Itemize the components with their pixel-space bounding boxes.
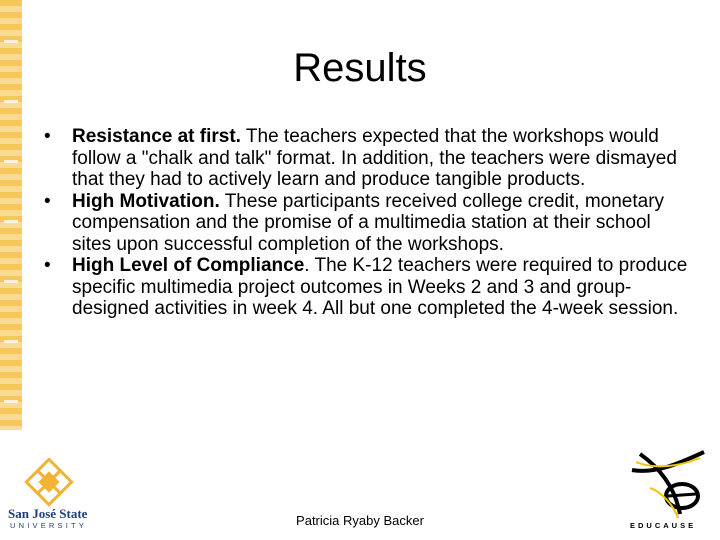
bullet-heading: Resistance at first. [72, 126, 241, 147]
bullet-dot: • [44, 190, 51, 212]
bullet-item [44, 191, 694, 256]
bullet-item [44, 126, 694, 191]
strip-mark [4, 160, 18, 163]
educause-logo-icon [620, 448, 716, 520]
bullet-item [44, 255, 694, 320]
strip-mark [4, 40, 18, 43]
bullet-dot: • [44, 126, 51, 147]
bullet-text: These participants received college credit, monetary compensation and the promise of a multimedia station at their school sites upon successful completion of the workshops. [72, 190, 665, 255]
strip-mark [4, 100, 18, 103]
sjsu-name: San José State [8, 506, 88, 521]
strip-mark [4, 400, 18, 403]
bullet-text: The teachers expected that the workshops would follow a "chalk and talk" format. In addition, the teachers were dismayed that they had to actively learn and produce tangible products. [72, 126, 677, 190]
slide-title: Results [293, 46, 427, 90]
bullet-heading: High Level of Compliance [72, 255, 305, 276]
footer-author: Patricia Ryaby Backer [296, 513, 424, 528]
bullet-list [44, 126, 694, 320]
sjsu-university-label: UNIVERSITY [10, 521, 88, 530]
bullet-text: . The K-12 teachers were required to produce specific multimedia project outcomes in Weeks 2 and 3 and group-designed activities in week 4. All but one completed the 4-week session. [72, 255, 688, 319]
bullet-dot: • [44, 255, 51, 276]
educause-wordmark: EDUCAUSE [630, 521, 697, 530]
strip-mark [4, 280, 18, 283]
bullet-heading: High Motivation. [72, 190, 220, 212]
strip-mark [4, 340, 18, 343]
strip-mark [4, 220, 18, 223]
